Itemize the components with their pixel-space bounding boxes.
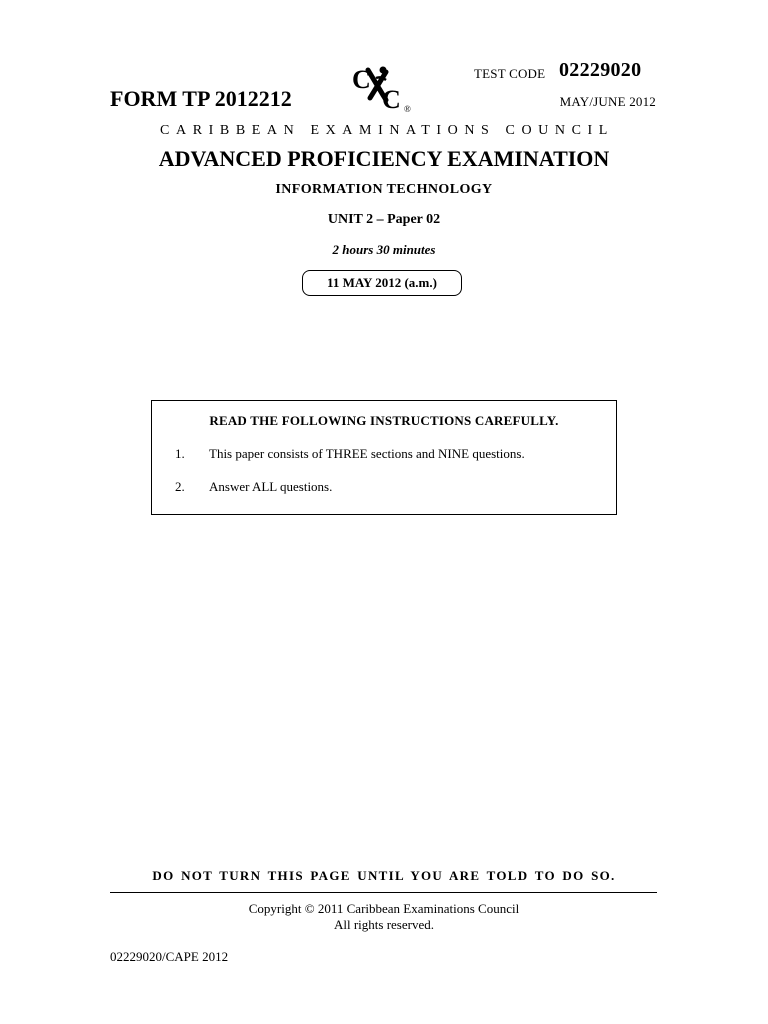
test-code-value: 02229020 (559, 59, 642, 81)
footer-divider (110, 892, 657, 893)
registered-mark: ® (404, 104, 411, 114)
instruction-text: Answer ALL questions. (209, 479, 333, 494)
instruction-number: 2. (175, 479, 185, 494)
test-code-label: TEST CODE (474, 66, 546, 81)
form-code: FORM TP 2012212 (110, 86, 292, 111)
exam-date-box: 11 MAY 2012 (a.m.) (302, 270, 462, 296)
council-name: CARIBBEAN EXAMINATIONS COUNCIL (160, 123, 614, 138)
instruction-number: 1. (175, 446, 185, 461)
svg-text:C: C (352, 65, 371, 94)
copyright-notice: Copyright © 2011 Caribbean Examinations Council (248, 901, 520, 916)
svg-text:C: C (382, 85, 401, 114)
subject-title: INFORMATION TECHNOLOGY (275, 182, 493, 197)
unit-paper: UNIT 2 – Paper 02 (327, 212, 441, 227)
rights-reserved: All rights reserved. (333, 917, 434, 932)
instruction-item (175, 479, 332, 495)
do-not-turn-warning: DO NOT TURN THIS PAGE UNTIL YOU ARE TOLD TO DO SO. (152, 868, 616, 883)
instruction-text: This paper consists of THREE sections and NINE questions. (209, 446, 525, 461)
exam-session: MAY/JUNE 2012 (559, 94, 656, 109)
exam-title: ADVANCED PROFICIENCY EXAMINATION (158, 146, 610, 171)
cxc-logo (350, 64, 416, 114)
instruction-item (175, 446, 525, 462)
footer-paper-code: 02229020/CAPE 2012 (110, 949, 229, 964)
exam-duration: 2 hours 30 minutes (332, 242, 436, 257)
instructions-heading: READ THE FOLLOWING INSTRUCTIONS CAREFULLY. (209, 413, 559, 428)
instructions-box (151, 400, 617, 515)
